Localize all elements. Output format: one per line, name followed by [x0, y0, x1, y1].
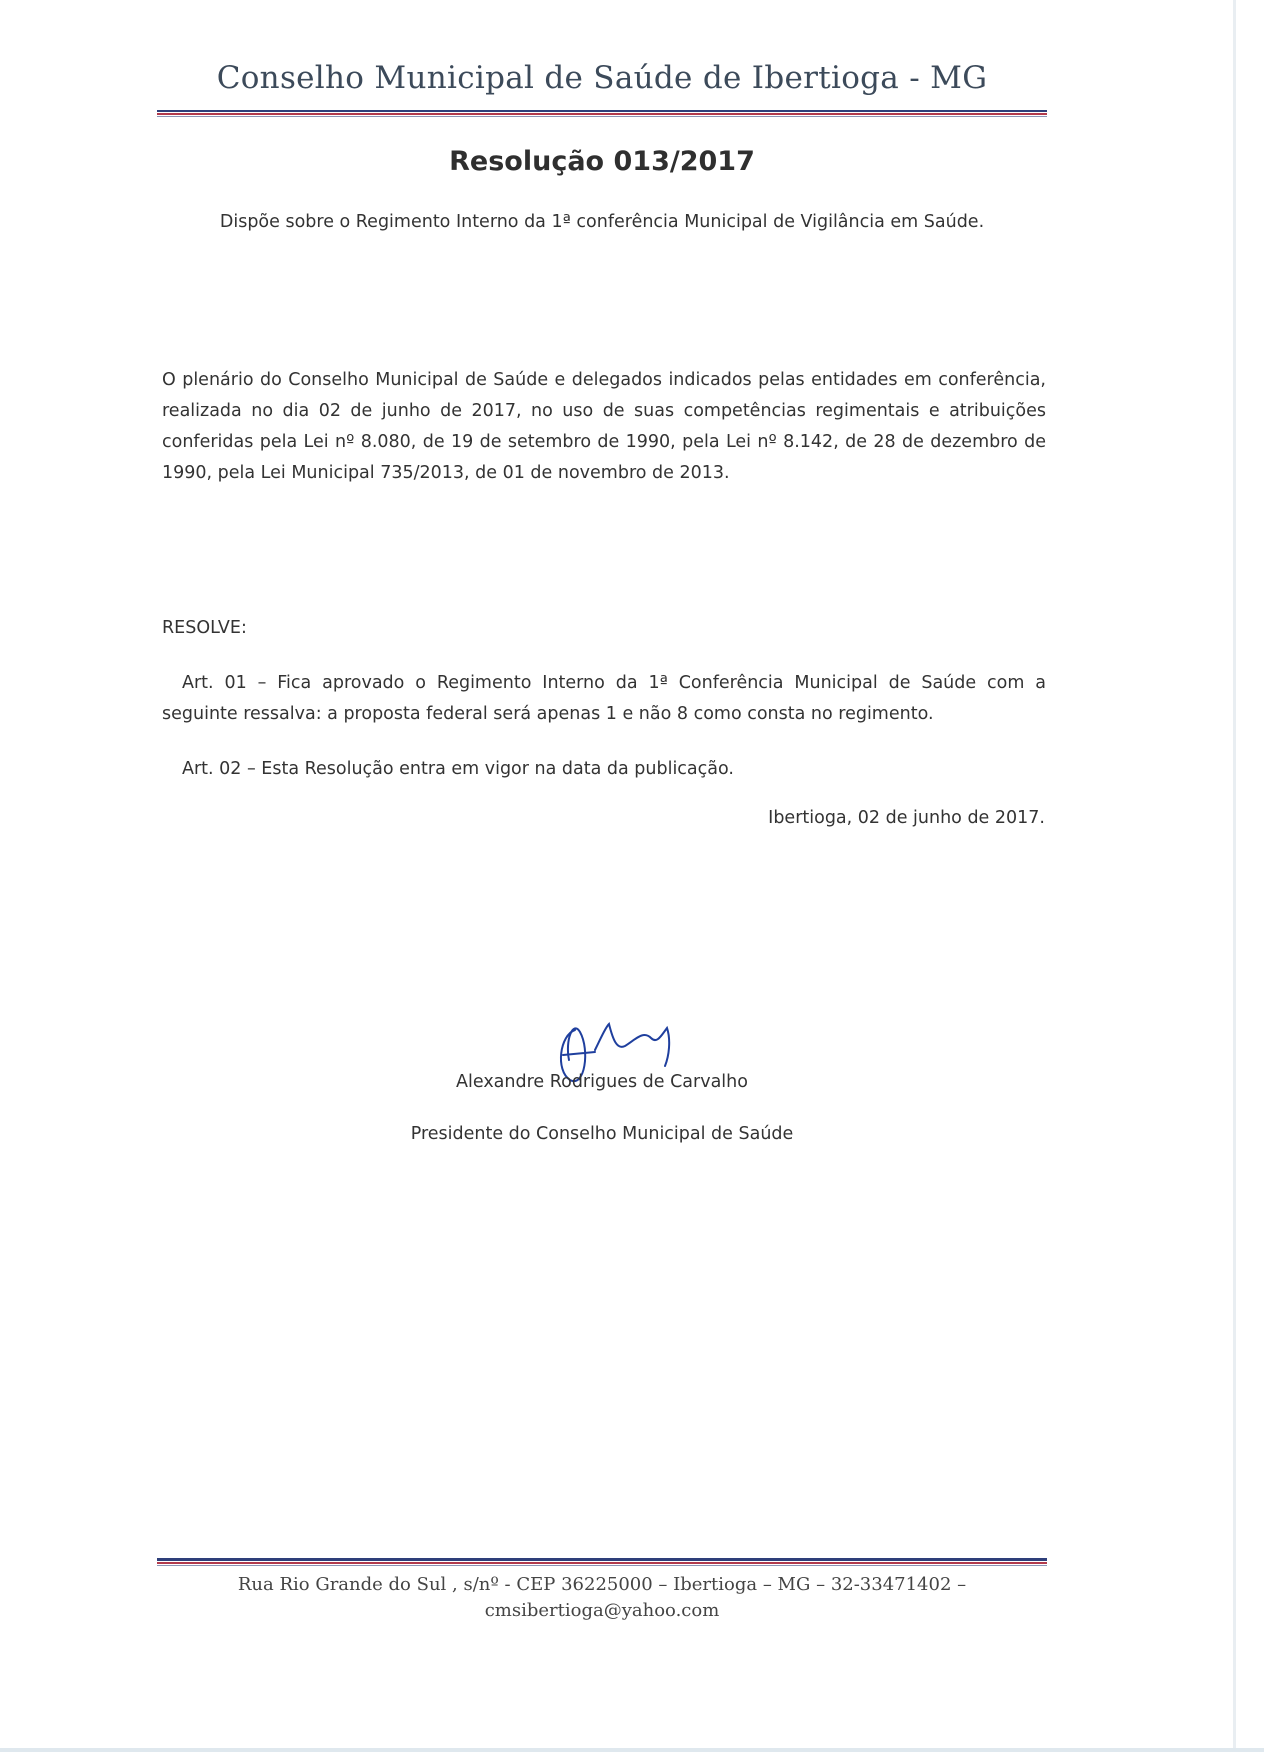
preamble-paragraph: O plenário do Conselho Municipal de Saúde e delegados indicados pelas entidades em conferência, realizada no dia 02 de junho de 2017, no uso de suas competências regimentais e atribuições conferidas pela Lei nº 8.080, de 19 de setembro de 1990, pela Lei nº 8.142, de 28 de dezembro de 1990, pela Lei Municipal 735/2013, de 01 de novembro de 2013.	[162, 370, 1046, 483]
council-header-title: Conselho Municipal de Saúde de Ibertioga - MG	[216, 60, 988, 96]
article-02: Art. 02 – Esta Resolução entra em vigor na data da publicação.	[182, 759, 734, 779]
signer-name: Alexandre Rodrigues de Carvalho	[456, 1072, 748, 1092]
signer-role: Presidente do Conselho Municipal de Saúde	[410, 1124, 794, 1144]
footer-email: cmsibertioga@yahoo.com	[484, 1600, 720, 1621]
place-date: Ibertioga, 02 de junho de 2017.	[768, 808, 1045, 828]
header-rule	[157, 110, 1047, 116]
footer-rule	[157, 1558, 1047, 1564]
article-01: Art. 01 – Fica aprovado o Regimento Interno da 1ª Conferência Municipal de Saúde com a seguinte ressalva: a proposta federal será apenas 1 e não 8 como consta no regimento.	[162, 673, 1046, 724]
page-edge	[1233, 0, 1236, 1752]
footer-address-line1: Rua Rio Grande do Sul , s/nº - CEP 36225000 – Ibertioga – MG – 32-33471402 –	[237, 1574, 967, 1595]
footer-address	[157, 1572, 1047, 1624]
resolution-title: Resolução 013/2017	[449, 146, 755, 177]
resolve-label: RESOLVE:	[162, 618, 247, 638]
resolution-subject: Dispõe sobre o Regimento Interno da 1ª conferência Municipal de Vigilância em Saúde.	[219, 212, 985, 232]
scan-bottom-edge	[0, 1748, 1264, 1752]
